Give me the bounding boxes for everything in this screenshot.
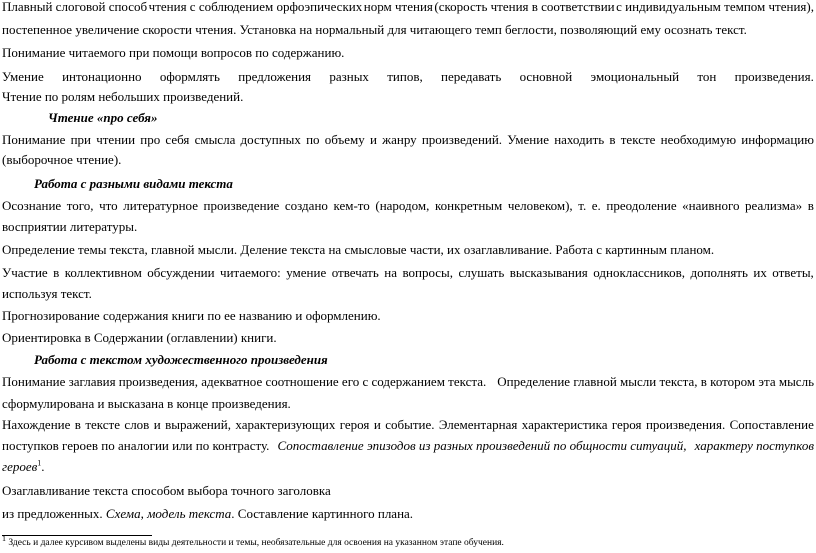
word: Осознание <box>2 198 62 213</box>
word: информацию <box>741 132 814 147</box>
word: чтении <box>96 132 136 147</box>
word: ответы, <box>772 265 814 280</box>
word: произведений. <box>421 132 503 147</box>
p4-line4 <box>2 435 814 457</box>
word: преодоление <box>606 198 677 213</box>
word: человеком), <box>507 198 573 213</box>
word: передавать <box>441 69 502 84</box>
word: характеризующих <box>235 417 336 432</box>
word: находить <box>554 132 605 147</box>
word: разных <box>329 69 369 84</box>
p4-line7 <box>2 503 814 525</box>
word: умение <box>286 265 327 280</box>
word: чтения с соблюдением орфоэпических <box>148 0 363 14</box>
p1-line2: постепенное увеличение скорости чтения. Установка на нормальный для читающего темп беглости, позволяющий ему осознать текст. <box>2 22 747 37</box>
p2-line1 <box>2 129 814 151</box>
word: слушать <box>458 265 505 280</box>
word: Плавный слоговой способ <box>2 0 148 14</box>
word: эмоциональный <box>590 69 680 84</box>
word: их <box>753 265 767 280</box>
p4-line1 <box>2 371 814 393</box>
punctuation: . <box>41 459 45 474</box>
section-heading-text-types: Работа с разными видами текста <box>34 176 233 191</box>
word: одноклассников, <box>593 265 686 280</box>
word: и <box>369 132 377 147</box>
word: и <box>373 417 381 432</box>
word: произведение <box>203 198 280 213</box>
word: Умение <box>507 132 549 147</box>
word: отвечать <box>331 265 379 280</box>
word: тексте <box>620 132 656 147</box>
word: характеристика <box>521 417 608 432</box>
italic-phrase: характеру поступков <box>694 438 814 453</box>
p4-line6: Озаглавливание текста способом выбора точного заголовка <box>2 483 331 498</box>
italic-phrase: Сопоставление эпизодов из разных произведений по общности ситуаций, <box>277 438 687 453</box>
italic-phrase: Схема, модель текста <box>105 506 232 521</box>
word: в <box>53 265 60 280</box>
word: на <box>384 265 397 280</box>
word: смысла <box>194 132 236 147</box>
word: интонационно <box>62 69 142 84</box>
p1-line3: Понимание читаемого при помощи вопросов по содержанию. <box>2 45 345 60</box>
p4-line5 <box>2 456 814 478</box>
word: произведения. <box>734 69 814 84</box>
word: в <box>609 132 616 147</box>
word: Понимание <box>2 132 66 147</box>
word: при <box>70 132 92 147</box>
word: выражений, <box>165 417 231 432</box>
word: т. <box>578 198 587 213</box>
word: кем-то <box>333 198 370 213</box>
p3-line4 <box>2 262 814 284</box>
p3-line3: Определение темы текста, главной мысли. Деление текста на смысловые части, их озаглавливание. Работа с картинным планом. <box>2 242 715 257</box>
p3-line2: восприятии литературы. <box>2 219 138 234</box>
word: доступных <box>240 132 301 147</box>
section-heading-fiction: Работа с текстом художественного произведения <box>34 352 328 367</box>
word: читаемого: <box>220 265 281 280</box>
word: Элементарная <box>438 417 518 432</box>
word: литературное <box>123 198 198 213</box>
word: героя <box>611 417 642 432</box>
footnote <box>2 533 504 550</box>
word: себя <box>165 132 190 147</box>
p2-line2: (выборочное чтение). <box>2 152 122 167</box>
word: коллективном <box>64 265 142 280</box>
word: предложения <box>238 69 312 84</box>
word: по <box>306 132 320 147</box>
p1-line1 <box>2 0 814 18</box>
text-run: . Составление картинного плана. <box>231 506 414 521</box>
word: жанру <box>382 132 417 147</box>
footnote-mark: 1 <box>2 533 6 543</box>
sentence: Определение главной мысли текста, в котором эта мысль <box>497 374 814 389</box>
word: что <box>99 198 118 213</box>
word: Умение <box>2 69 44 84</box>
word: в <box>807 198 814 213</box>
word: с индивидуальным темпом чтения), <box>616 0 814 14</box>
word: Сопоставление <box>729 417 814 432</box>
word: объему <box>324 132 365 147</box>
p3-line7: Ориентировка в Содержании (оглавлении) книги. <box>2 330 277 345</box>
word: оформлять <box>159 69 220 84</box>
word: (народом, <box>375 198 430 213</box>
p1-line4 <box>2 66 814 88</box>
p1-line5: Чтение по ролям небольших произведений. <box>2 89 244 104</box>
word: конкретным <box>434 198 503 213</box>
sentence: поступков героев по аналогии или по контрасту. <box>2 438 270 453</box>
word: реализма» <box>745 198 803 213</box>
word: норм чтения <box>363 0 433 14</box>
section-heading-silent-reading: Чтение «про себя» <box>48 110 158 125</box>
word: произведения. <box>645 417 726 432</box>
text-run: из предложенных. <box>2 506 103 521</box>
italic-word: героев <box>2 459 38 474</box>
sentence: Понимание заглавия произведения, адекватное соотношение его с содержанием текста. <box>2 374 487 389</box>
word: типов, <box>387 69 423 84</box>
footnote-reference: 1 <box>37 458 42 468</box>
p4-line2: сформулирована и высказана в конце произведения. <box>2 396 291 411</box>
word: тексте <box>85 417 121 432</box>
word: слов <box>124 417 150 432</box>
word: про <box>140 132 161 147</box>
word: героя <box>339 417 370 432</box>
word: в <box>74 417 81 432</box>
p4-line3 <box>2 414 814 436</box>
word: обсуждении <box>147 265 215 280</box>
word: е. <box>591 198 601 213</box>
word: Нахождение <box>2 417 71 432</box>
p3-line5: используя текст. <box>2 286 92 301</box>
p3-line1 <box>2 195 814 217</box>
word: необходимую <box>660 132 737 147</box>
word: тон <box>697 69 717 84</box>
word: событие. <box>385 417 435 432</box>
p3-line6: Прогнозирование содержания книги по ее названию и оформлению. <box>2 308 381 323</box>
word: того, <box>66 198 94 213</box>
word: Участие <box>2 265 48 280</box>
word: и <box>153 417 161 432</box>
word: дополнять <box>690 265 748 280</box>
word: вопросы, <box>402 265 454 280</box>
word: основной <box>519 69 573 84</box>
footnote-text: Здесь и далее курсивом выделены виды деятельности и темы, необязательные для освоения на указанном этапе обучения. <box>6 538 504 548</box>
word: высказывания <box>509 265 588 280</box>
word: «наивного <box>682 198 740 213</box>
word: (скорость чтения в соответствии <box>434 0 615 14</box>
word: создано <box>284 198 328 213</box>
